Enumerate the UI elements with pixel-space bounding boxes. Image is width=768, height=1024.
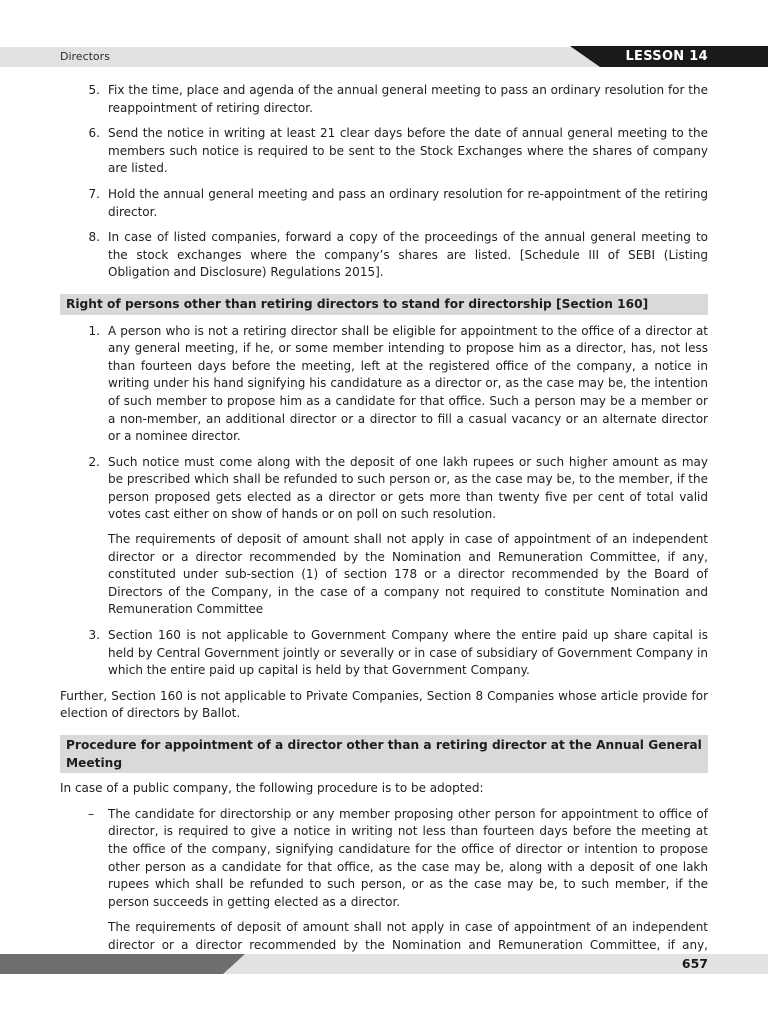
list-item	[60, 323, 708, 446]
note-text: The requirements of deposit of amount shall not apply in case of appointment of an independent director or a director recommended by the Nomination and Remuneration Committee, if any, constituted under sub-section (1) of section 178 or a director recommended by the Board of Directors of the Company, in the case of a company not required to constitute Nomination and Remuneration Committee	[108, 532, 708, 617]
list-item	[60, 82, 708, 117]
page-number: 657	[681, 956, 708, 971]
dash-marker: –	[88, 806, 94, 821]
section-heading-section-160: Right of persons other than retiring directors to stand for directorship [Section 160]	[60, 294, 708, 315]
list-item	[60, 186, 708, 221]
intro-paragraph: In case of a public company, the following procedure is to be adopted:	[60, 781, 484, 796]
list-number: 8.	[88, 230, 100, 245]
dash-list-item	[60, 806, 708, 912]
list-text: Send the notice in writing at least 21 clear days before the date of annual general meeting to the members such notice is required to be sent to the Stock Exchanges where the shares of company are listed.	[108, 126, 708, 176]
note-text: The requirements of deposit of amount shall not apply in case of appointment of an independent director or a director recommended by the Nomination and Remuneration Committee, if any,	[108, 920, 708, 952]
list-item	[60, 229, 708, 282]
section-heading-procedure: Procedure for appointment of a director other than a retiring director at the Annual General Meeting	[60, 735, 708, 773]
list-item	[60, 627, 708, 680]
footer-accent	[0, 954, 245, 974]
list-number: 5.	[88, 83, 100, 97]
list-text: In case of listed companies, forward a copy of the proceedings of the annual general meeting to the stock exchanges where the company’s shares are listed. [Schedule III of SEBI (Listing Obligation and Disclosure) Regulations 2015].	[108, 230, 708, 280]
list-item	[60, 125, 708, 178]
list-text: Such notice must come along with the deposit of one lakh rupees or such higher amount as may be prescribed which shall be refunded to such person or, as the case may be, to the member, if the person proposed gets elected as a director or gets more than twenty five per cent of total valid votes cast either on show of hands or on poll on such resolution.	[108, 454, 708, 522]
list-text: Section 160 is not applicable to Government Company where the entire paid up share capital is held by Central Government jointly or severally or in case of subsidiary of Government Company in which the entire paid up capital is held by that Government Company.	[108, 628, 708, 678]
list-number: 1.	[88, 323, 100, 338]
list-text: Hold the annual general meeting and pass an ordinary resolution for re-appointment of the retiring director.	[108, 186, 708, 219]
list-text: The candidate for directorship or any member proposing other person for appointment to office of director, is required to give a notice in writing not less than fourteen days before the meeting at the office of the company, signifying candidature for the office of director or intention to propose other person as a candidate for that office, as the case may be, along with a deposit of one lakh rupees which shall be refunded to such person, or as the case may be, to such member, if the person succeeds in getting elected as a director.	[108, 806, 708, 909]
lesson-label: LESSON 14	[625, 49, 708, 64]
list-number: 2.	[88, 454, 100, 469]
list-item	[60, 454, 708, 524]
list-text: Fix the time, place and agenda of the annual general meeting to pass an ordinary resolution for the reappointment of retiring director.	[108, 83, 708, 115]
list-text: A person who is not a retiring director shall be eligible for appointment to the office of a director at any general meeting, if he, or some member intending to propose him as a director, has, not less than fourteen days before the meeting, left at the registered office of the company, a notice in writing under his hand signifying his candidature as a director or, as the case may be, the intention of such member to propose him as a candidate for that office. Such a person may be a member or a non-member, an additional director or a director to fill a casual vacancy or an alternate director or a nominee director.	[108, 323, 708, 444]
list-number: 6.	[88, 126, 100, 141]
list-number: 3.	[88, 628, 100, 643]
running-header-section: Directors	[60, 50, 110, 63]
further-paragraph: Further, Section 160 is not applicable to Private Companies, Section 8 Companies whose article provide for election of directors by Ballot.	[60, 688, 708, 721]
list-note	[60, 531, 708, 619]
page-content	[60, 82, 708, 972]
list-number: 7.	[88, 186, 100, 201]
